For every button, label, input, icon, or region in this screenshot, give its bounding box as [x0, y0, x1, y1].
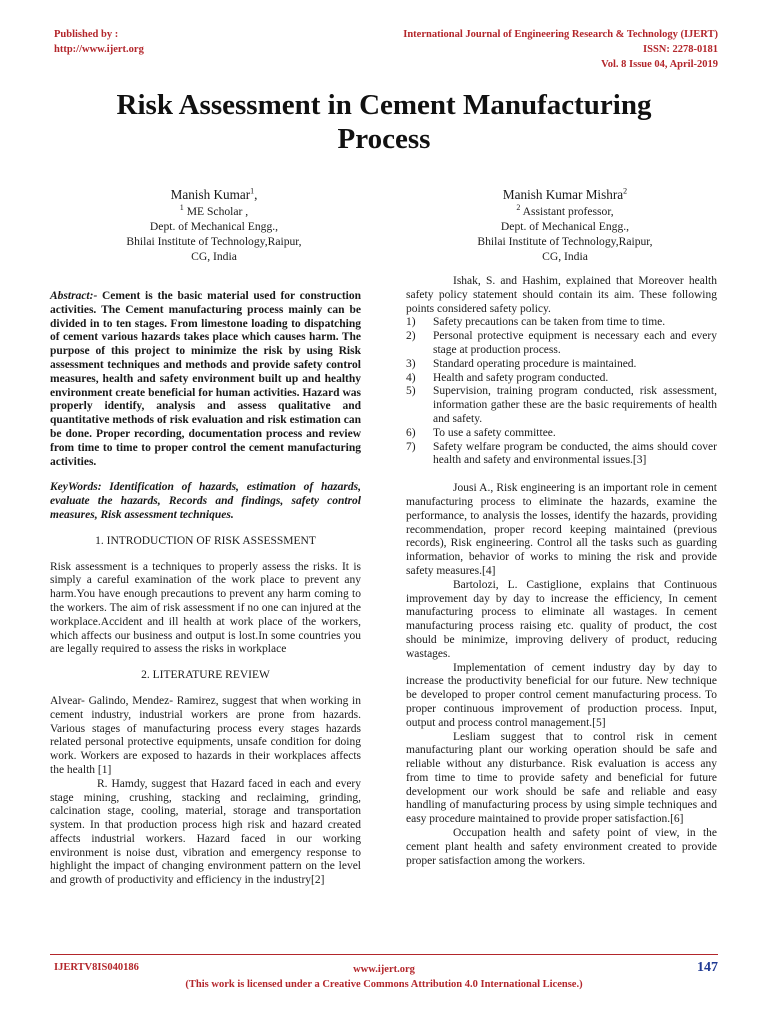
author-dept: Dept. of Mechanical Engg., — [149, 220, 279, 233]
literature-paragraph-2: R. Hamdy, suggest that Hazard faced in each and every stage mining, crushing, stacking and reclaiming, grinding, calcination stage, cooling, material, storage and transportation system. In that production process high risk and hazard created affects industrial workers. Hazard faced in our working environment is noise dust, vibration and emergency response to highlight the impact of changing environment pattern on the level and growth of productivity and efficiency in the industry[2] — [50, 777, 361, 887]
footer-site-link[interactable]: www.ijert.org — [353, 964, 415, 975]
introduction-paragraph: Risk assessment is a techniques to properly assess the risks. It is simply a careful examination of the work place to prevent any harm.You have enough precautions to prevent any harm coming to the workers. The aim of risk assessment if no one can injured at the workplace.Accident and ill health at work place of the workers, which affects our business and output is lost.In some countries you are legally required to assess the risks in workplace — [50, 560, 361, 656]
keywords: KeyWords: Identification of hazards, estimation of hazards, evaluate the hazards, Records and findings, safety control measures, Risk assessment techniques. — [50, 481, 361, 521]
author-block-1: Manish Kumar$^1$, $^1$ ME Scholar , Dept. of Mechanical Engg., Bhilai Institute of Technology,Raipur, CG, India — [64, 187, 364, 264]
right-paragraph-6: Occupation health and safety point of view, in the cement plant health and safety environment created to provide proper satisfaction among the workers. — [406, 827, 717, 867]
header-right — [403, 27, 718, 72]
list-item: 2) Personal protective equipment is necessary each and every stage at production process. — [406, 330, 717, 356]
footer-center — [0, 962, 768, 992]
list-item: 3) Standard operating procedure is maintained. — [406, 357, 637, 370]
author-role: Assistant professor, — [522, 205, 614, 218]
right-paragraph-4: Implementation of cement industry day by day to increase the productivity beneficial for our future. New technique be developed to proper control cement manufacturing process. To proper continuous improvement of production process. Input, output and process control management.[5] — [406, 661, 717, 729]
footer-divider — [50, 954, 718, 955]
paper-id: IJERTV8IS040186 — [54, 962, 139, 973]
license-notice: (This work is licensed under a Creative Commons Attribution 4.0 International License.) — [185, 979, 583, 990]
author-institute: Bhilai Institute of Technology,Raipur, — [477, 235, 653, 248]
list-item: 1) Safety precautions can be taken from time to time. — [406, 316, 666, 329]
right-paragraph-3: Bartolozi, L. Castiglione, explains that Continuous improvement day by day to increase the efficiency, In cement manufacturing process to eliminate all wastages. In cement manufacturing process raising etc. quality of product, the cost should be minimize, improving delivery of product, reducing wastages. — [406, 578, 717, 660]
literature-paragraph-1: Alvear- Galindo, Mendez- Ramirez, suggest that when working in cement industry, industrial workers are prone from hazards. Various stages of manufacturing process every stages hazards related personal protective equipments, unsafe condition for doing work. Workers are exposed to hazards in their workplaces affects the health [1] — [50, 694, 361, 776]
published-by: Published by : — [54, 29, 119, 40]
author-name: Manish Kumar Mishra — [502, 187, 624, 202]
journal-name: International Journal of Engineering Research & Technology (IJERT) — [403, 29, 718, 40]
author-location: CG, India — [191, 250, 237, 263]
author-role: ME Scholar , — [186, 205, 249, 218]
author-dept: Dept. of Mechanical Engg., — [500, 220, 630, 233]
volume-issue: Vol. 8 Issue 04, April-2019 — [601, 59, 718, 70]
list-item: 4) Health and safety program conducted. — [406, 371, 609, 384]
header-left — [54, 27, 144, 57]
right-paragraph-1: Ishak, S. and Hashim, explained that Moreover health safety policy statement should contain its aim. These following points considered safety policy. — [406, 275, 717, 315]
author-name: Manish Kumar — [170, 187, 251, 202]
list-item: 5) Supervision, training program conducted, risk assessment, information gather these are the basic requirements of health and safety. — [406, 385, 717, 425]
author-block-2: Manish Kumar Mishra$^2$ $^2$ Assistant professor, Dept. of Mechanical Engg., Bhilai Institute of Technology,Raipur, CG, India — [415, 187, 715, 264]
left-column — [50, 290, 361, 888]
author-location: CG, India — [542, 250, 588, 263]
issn: ISSN: 2278-0181 — [643, 44, 718, 55]
abstract-label: Abstract:- — [50, 290, 98, 302]
safety-policy-list — [406, 316, 717, 468]
abstract: Abstract:- Cement is the basic material used for construction activities. The Cement manufacturing process mainly can be divided in to ten stages. From limestone loading to dispatching of cement various hazards takes place which causes harm. The purpose of this project to minimize the risk by using Risk assessment techniques and methods and provide safety control measures, health and safety environment built up and healthy environment create beneficial for human activities. Hazard was properly identify, analysis and assess qualitative and quantitative methods of risk evaluation and risk estimation can be done. Proper recording, documentation process and review from time to time to proper control the cement manufacturing activities. — [50, 290, 361, 468]
section-heading-literature-review: 2. LITERATURE REVIEW — [141, 669, 270, 682]
paper-title: Risk Assessment in Cement Manufacturing Process — [116, 89, 652, 155]
list-item: 6) To use a safety committee. — [406, 426, 556, 439]
author-institute: Bhilai Institute of Technology,Raipur, — [126, 235, 302, 248]
journal-url-link[interactable]: http://www.ijert.org — [54, 44, 144, 55]
list-item: 7) Safety welfare program be conducted, the aims should cover health and safety and environmental issues.[3] — [406, 440, 717, 467]
page-number: 147 — [697, 960, 718, 975]
right-paragraph-2: Jousi A., Risk engineering is an important role in cement manufacturing process to eliminate the hazards, examine the performance, to analysis the losses, identify the hazards, providing recommendation, proper record keeping maintained (previous records), Risk engineering. Control all the tasks such as guarding information, behavior of works to mining the risk and provide safety measures.[4] — [406, 482, 717, 577]
right-column — [406, 275, 717, 868]
right-paragraph-5: Lesliam suggest that to control risk in cement manufacturing plant our working operation should be safe and reliable without any disturbance. Risk evaluation is access any from time to time to provide safety and beneficial for future development our work should be safe and reliable and easy handling of manufacturing process by using simple techniques and easy procedure maintained to provide proper satisfaction.[6] — [406, 730, 717, 826]
section-heading-introduction: 1. INTRODUCTION OF RISK ASSESSMENT — [95, 534, 316, 547]
